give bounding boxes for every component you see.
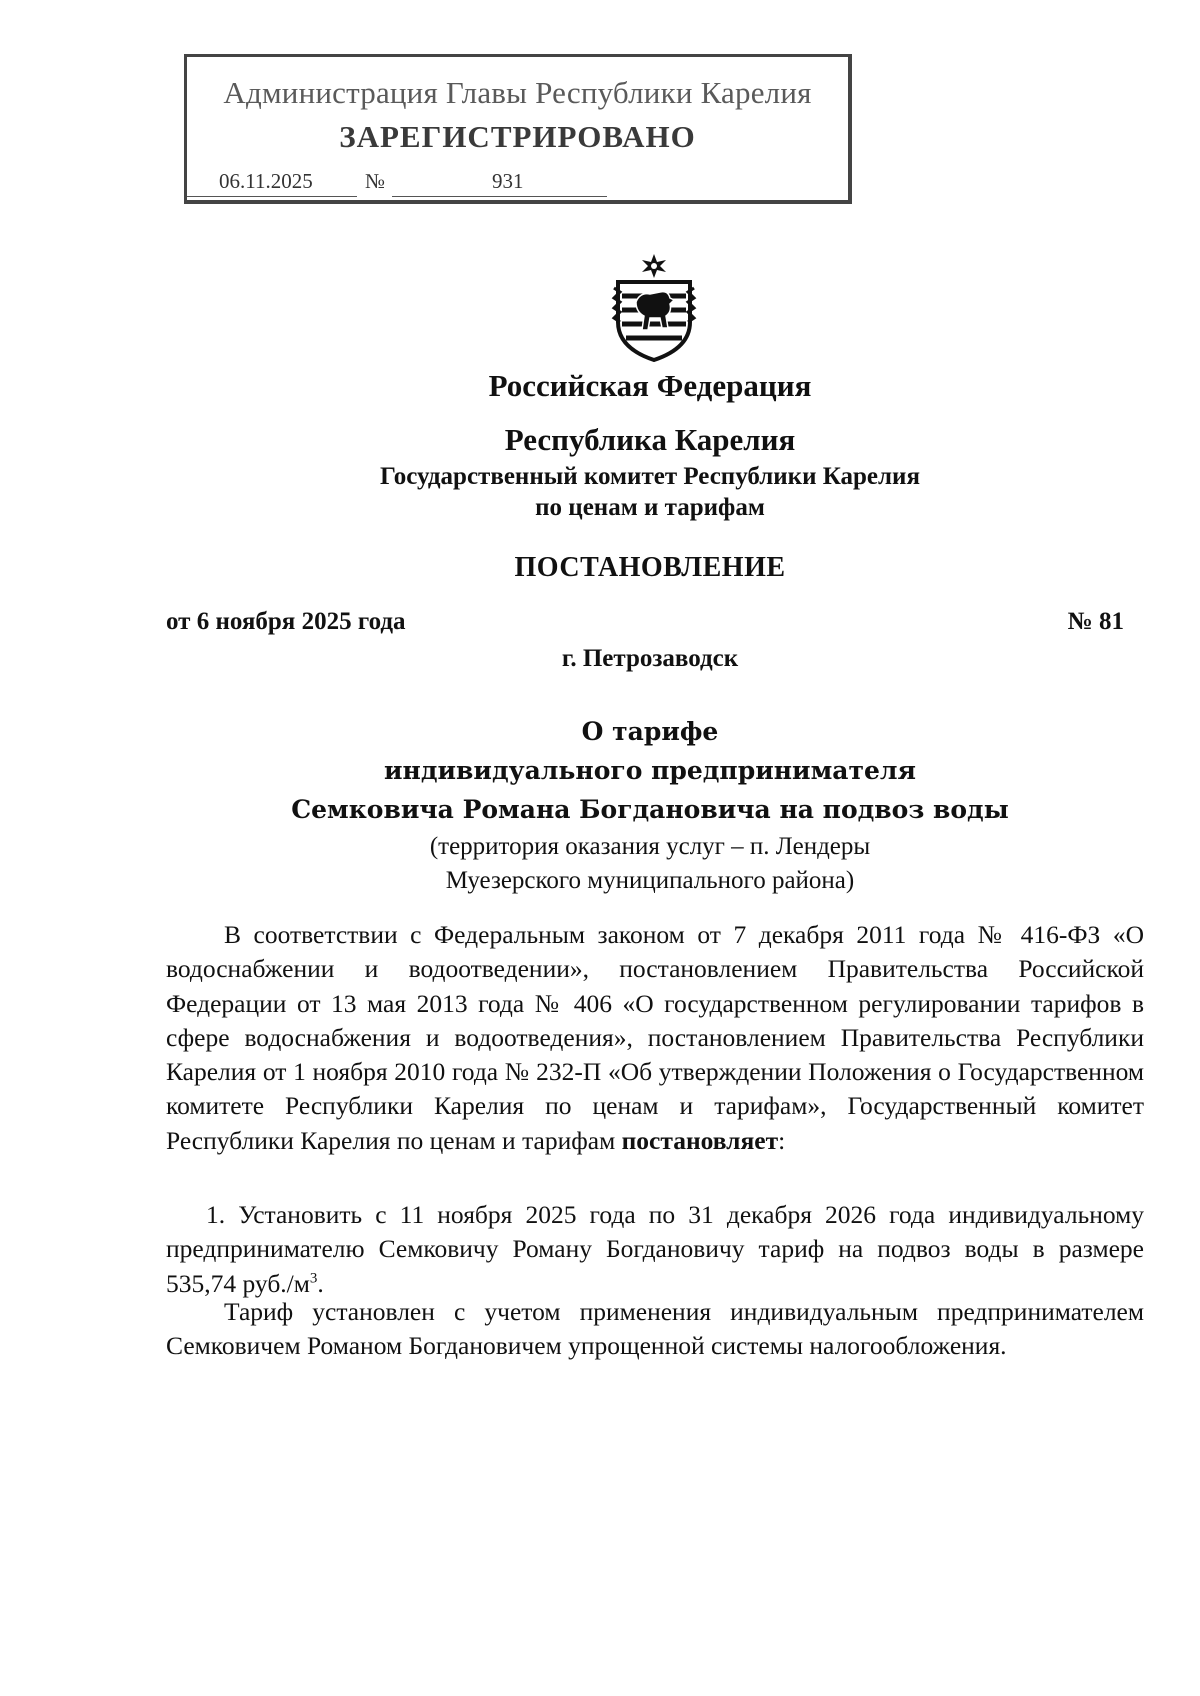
- title-line3: Семковича Романа Богдановича на подвоз воды: [291, 795, 1009, 824]
- preamble-paragraph: [166, 918, 1144, 1158]
- stamp-number-underline: [392, 196, 607, 197]
- stamp-authority: Администрация Главы Республики Карелия: [223, 75, 812, 110]
- title-line1: О тарифе: [581, 717, 719, 746]
- clause-1-text: 1. Установить с 11 ноября 2025 года по 31 декабря 2026 года индивидуальному предпринимателю Семковичу Роману Богдановичу тариф на подвоз воды в размере 535,74 руб./м: [166, 1200, 1144, 1298]
- document-subtitle: [150, 830, 1150, 898]
- stamp-registered-label: ЗАРЕГИСТРИРОВАНО: [339, 119, 696, 154]
- title-line2: индивидуального предпринимателя: [383, 756, 916, 785]
- tax-note-paragraph: Тариф установлен с учетом применения индивидуальным предпринимателем Семковичем Романом Богдановичем упрощенной системы налогообложения.: [166, 1297, 1144, 1361]
- preamble-resolves: постановляет: [621, 1125, 779, 1155]
- preamble-text: В соответствии с Федеральным законом от 7 декабря 2011 года № 416-ФЗ «О водоснабжении и водоотведении», постановлением Правительства Российской Федерации от 13 мая 2013 года № 406 «О государственном регулировании тарифов в сфере водоснабжения и водоотведения», постановлением Правительства Республики Карелия от 1 ноября 2010 года № 232-П «Об утверждении Положения о Государственном комитете Республики Карелия по ценам и тарифам», Государственный комитет Республики Карелия по ценам и тарифам: [166, 920, 1144, 1155]
- document-type: ПОСТАНОВЛЕНИЕ: [514, 552, 786, 583]
- document-number: № 81: [1067, 608, 1124, 635]
- stamp-date-underline: [187, 196, 357, 197]
- clause-1-end: .: [317, 1268, 324, 1298]
- document-date: от 6 ноября 2025 года: [166, 608, 406, 635]
- stamp-number: 931: [492, 169, 524, 193]
- stamp-date: 06.11.2025: [219, 169, 313, 193]
- registration-stamp: [184, 54, 852, 204]
- clause-1-superscript: 3: [309, 1270, 318, 1287]
- committee-heading-line2: по ценам и тарифам: [535, 494, 765, 521]
- subtitle-line2: Муезерского муниципального района): [445, 867, 855, 894]
- document-city: г. Петрозаводск: [561, 645, 739, 672]
- coat-of-arms-icon: [610, 252, 698, 362]
- document-title: [150, 712, 1150, 829]
- stamp-number-sign: №: [365, 169, 386, 193]
- republic-heading: Республика Карелия: [504, 422, 796, 457]
- subtitle-line1: (территория оказания услуг – п. Лендеры: [429, 833, 871, 860]
- committee-heading-line1: Государственный комитет Республики Карелия: [380, 463, 920, 490]
- clause-1-paragraph: [166, 1198, 1144, 1301]
- preamble-end: :: [778, 1125, 786, 1155]
- country-heading: Российская Федерация: [488, 368, 812, 403]
